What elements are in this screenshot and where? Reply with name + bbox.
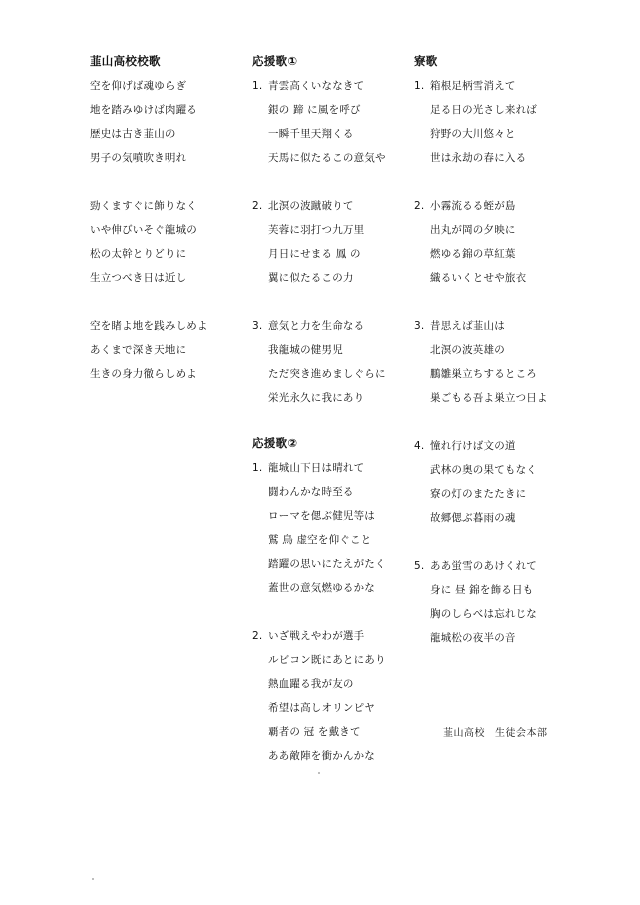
verse-number: 2. (252, 630, 263, 642)
verse-line: 一瞬千里天翔くる (268, 128, 354, 140)
verse-line (252, 74, 412, 98)
dorm-song-verse-3 (414, 314, 564, 410)
scan-speck (318, 772, 320, 774)
school-song-title: 韮山高校校歌 (90, 54, 161, 68)
verse-line: 出丸が岡の夕映に (430, 224, 516, 236)
verse-line: 胸のしらべは忘れじな (430, 608, 537, 620)
verse-line (414, 314, 564, 338)
verse-number: 2. (414, 200, 425, 212)
footer-org: 生徒会本部 (495, 728, 548, 739)
cheer-song-2-title: 応援歌② (252, 436, 298, 450)
verse-line (414, 434, 564, 458)
school-song-verse-2 (90, 194, 240, 290)
cheer-song-1-verse-2 (252, 194, 412, 290)
verse-line: 鵬雛巣立ちするところ (430, 368, 537, 380)
verse-text: ああ蛍雪のあけくれて (430, 560, 537, 572)
verse-line: 栄光永久に我にあり (268, 392, 365, 404)
verse-line: 覇者の 冠 を戴きて (268, 726, 361, 738)
verse-line: 我龍城の健男児 (268, 344, 343, 356)
dorm-song-title: 寮歌 (414, 54, 438, 68)
verse-line: 武林の奥の果てもなく (430, 464, 537, 476)
verse-line: いや伸びいそぐ龍城の (90, 224, 197, 236)
verse-line (252, 456, 412, 480)
school-song-column (90, 48, 240, 386)
verse-line: 松の太幹とりどりに (90, 248, 187, 260)
verse-number: 1. (252, 80, 263, 92)
school-song-verse-3 (90, 314, 240, 386)
dorm-song-verse-5 (414, 554, 564, 650)
cheer-song-1-verse-3 (252, 314, 412, 410)
verse-line: 銀の 蹄 に風を呼び (268, 104, 361, 116)
verse-line: 世は永劫の春に入る (430, 152, 527, 164)
verse-line: 歴史は古き韮山の (90, 128, 176, 140)
verse-line: 空を仰げば魂ゆらぎ (90, 80, 187, 92)
verse-number: 1. (252, 462, 263, 474)
verse-line: 龍城松の夜半の音 (430, 632, 516, 644)
verse-line: 燃ゆる錦の草紅葉 (430, 248, 516, 260)
verse-line: 地を踏みゆけば肉躍る (90, 104, 197, 116)
footer-credit (443, 724, 548, 739)
verse-text: 憧れ行けば文の道 (430, 440, 516, 452)
dorm-song-verse-1 (414, 74, 564, 170)
verse-line: ルビコン既にあとにあり (268, 654, 386, 666)
verse-line: ただ突き進めましぐらに (268, 368, 386, 380)
verse-line: 熱血躍る我が友の (268, 678, 354, 690)
verse-line: 故郷偲ぶ暮雨の魂 (430, 512, 516, 524)
verse-text: 意気と力を生命なる (268, 320, 365, 332)
dorm-song-column (414, 48, 564, 650)
verse-line: 闘わんかな時至る (268, 486, 354, 498)
verse-line (414, 554, 564, 578)
verse-line: 生きの身力徹らしめよ (90, 368, 197, 380)
verse-number: 2. (252, 200, 263, 212)
cheer-song-2-verse-1 (252, 456, 412, 600)
verse-line (252, 624, 412, 648)
cheer-songs-column (252, 48, 412, 768)
verse-text: 小霧流るる蛭が島 (430, 200, 516, 212)
verse-line: 希望は高しオリンピヤ (268, 702, 375, 714)
verse-text: 北溟の波蹴破りて (268, 200, 354, 212)
verse-line: 北溟の波英雄の (430, 344, 505, 356)
verse-line: 寮の灯のまたたきに (430, 488, 527, 500)
cheer-song-2-verse-2 (252, 624, 412, 768)
verse-line: あくまで深き天地に (90, 344, 187, 356)
verse-number: 4. (414, 440, 425, 452)
verse-line: 芙蓉に羽打つ九万里 (268, 224, 365, 236)
footer-school: 韮山高校 (443, 728, 485, 739)
verse-line: 狩野の大川悠々と (430, 128, 516, 140)
verse-line: 月日にせまる 鳳 の (268, 248, 361, 260)
verse-number: 3. (252, 320, 263, 332)
verse-line (414, 74, 564, 98)
verse-number: 1. (414, 80, 425, 92)
verse-line: 天馬に似たるこの意気や (268, 152, 386, 164)
school-song-verse-1 (90, 74, 240, 170)
verse-line: 蓋世の意気燃ゆるかな (268, 582, 375, 594)
verse-line: 織るいくとせや旅衣 (430, 272, 527, 284)
verse-line: 巣ごもる吾よ巣立つ日よ (430, 392, 548, 404)
verse-text: 龍城山下日は晴れて (268, 462, 365, 474)
verse-line (252, 314, 412, 338)
verse-line: 空を睹よ地を践みしめよ (90, 320, 208, 332)
verse-line: ローマを偲ぶ健児等は (268, 510, 375, 522)
verse-text: 箱根足柄雪消えて (430, 80, 516, 92)
verse-line (252, 194, 412, 218)
scan-speck (92, 878, 94, 880)
verse-line: 勁くますぐに飾りなく (90, 200, 197, 212)
dorm-song-verse-4 (414, 434, 564, 530)
verse-line: ああ敵陣を衝かんかな (268, 750, 375, 762)
verse-line: 男子の気噴吹き明れ (90, 152, 187, 164)
verse-line (414, 194, 564, 218)
cheer-song-1-title: 応援歌① (252, 54, 298, 68)
verse-line: 足る日の光さし来れば (430, 104, 537, 116)
verse-text: 昔思えば韮山は (430, 320, 505, 332)
verse-line: 鷲 鳥 虚空を仰ぐこと (268, 534, 372, 546)
verse-line: 生立つべき日は近し (90, 272, 187, 284)
verse-line: 踏躍の思いにたえがたく (268, 558, 386, 570)
dorm-song-verse-2 (414, 194, 564, 290)
verse-text: 青雲高くいななきて (268, 80, 365, 92)
verse-line: 身に 昼 錦を飾る日も (430, 584, 534, 596)
verse-number: 3. (414, 320, 425, 332)
verse-text: いざ戦えやわが選手 (268, 630, 365, 642)
verse-line: 翼に似たるこの力 (268, 272, 354, 284)
cheer-song-1-verse-1 (252, 74, 412, 170)
verse-number: 5. (414, 560, 425, 572)
